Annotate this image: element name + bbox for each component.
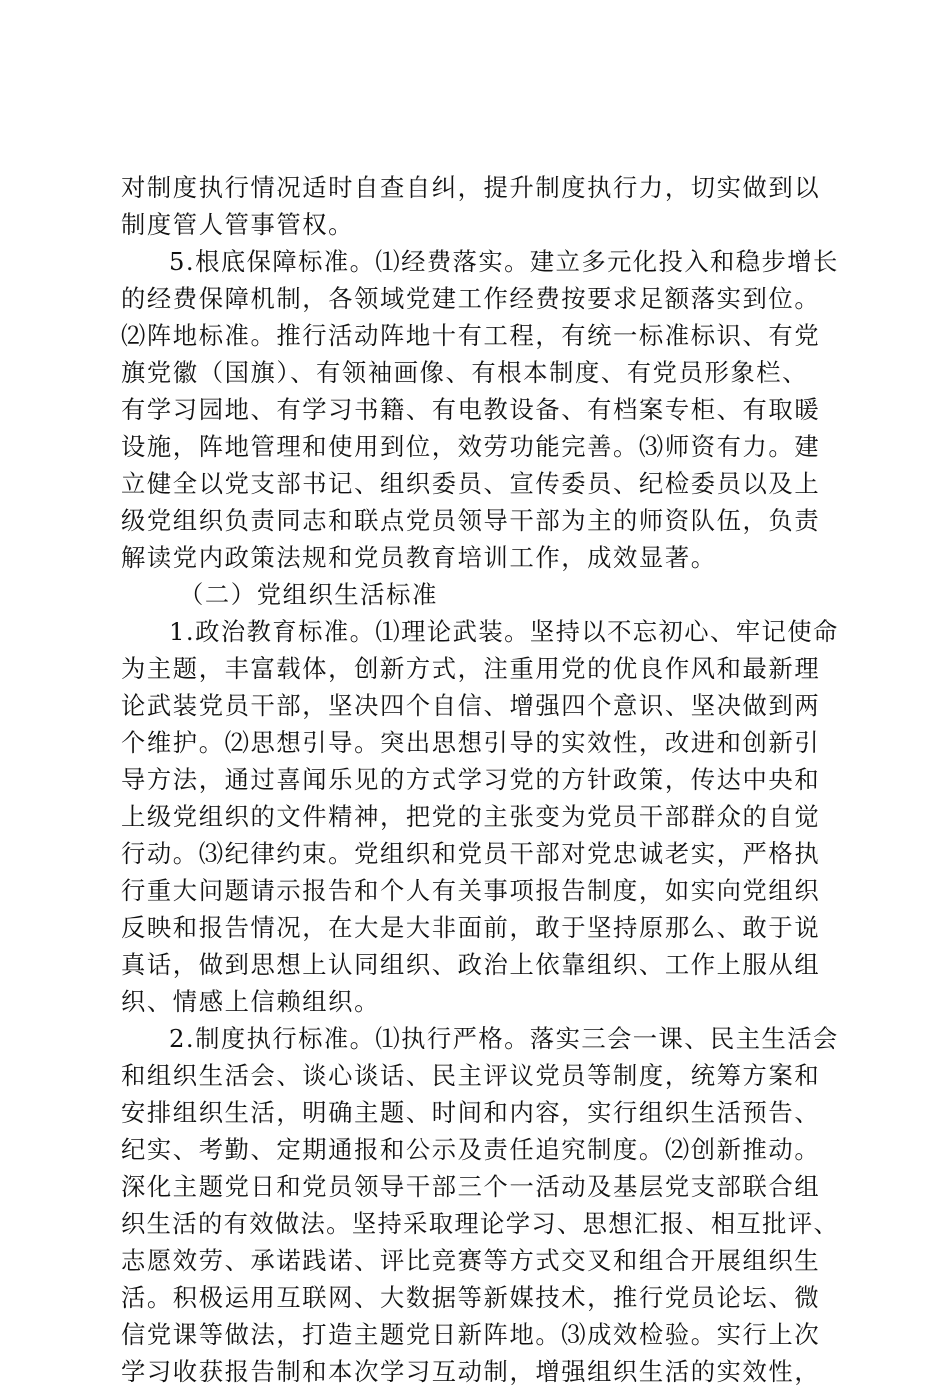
text-line: 2.制度执行标准。⑴执行严格。落实三会一课、民主生活会 bbox=[169, 1024, 839, 1053]
text-line: 制度管人管事管权。 bbox=[121, 210, 355, 239]
section-heading: （二）党组织生活标准 bbox=[179, 580, 438, 609]
text-line: 行重大问题请示报告和个人有关事项报告制度，如实向党组织 bbox=[121, 876, 821, 905]
text-line: 纪实、考勤、定期通报和公示及责任追究制度。⑵创新推动。 bbox=[121, 1135, 821, 1164]
text-line: 行动。⑶纪律约束。党组织和党员干部对党忠诚老实，严格执 bbox=[121, 839, 821, 868]
text-line: 织生活的有效做法。坚持采取理论学习、思想汇报、相互批评、 bbox=[121, 1209, 840, 1238]
text-line: ⑵阵地标准。推行活动阵地十有工程，有统一标准标识、有党 bbox=[121, 321, 821, 350]
text-line: 解读党内政策法规和党员教育培训工作，成效显著。 bbox=[121, 543, 717, 572]
text-line: 个维护。⑵思想引导。突出思想引导的实效性，改进和创新引 bbox=[121, 728, 821, 757]
text-line: 对制度执行情况适时自查自纠，提升制度执行力，切实做到以 bbox=[121, 173, 821, 202]
text-line: 和组织生活会、谈心谈话、民主评议党员等制度，统筹方案和 bbox=[121, 1061, 821, 1090]
text-line: 上级党组织的文件精神，把党的主张变为党员干部群众的自觉 bbox=[121, 802, 821, 831]
text-line: 学习收获报告制和本次学习互动制，增强组织生活的实效性， bbox=[121, 1357, 821, 1386]
document-body bbox=[121, 169, 839, 1390]
text-line: 安排组织生活，明确主题、时间和内容，实行组织生活预告、 bbox=[121, 1098, 821, 1127]
text-line: 级党组织负责同志和联点党员领导干部为主的师资队伍，负责 bbox=[121, 506, 821, 535]
text-line: 的经费保障机制，各领域党建工作经费按要求足额落实到位。 bbox=[121, 284, 821, 313]
text-line: 1.政治教育标准。⑴理论武装。坚持以不忘初心、牢记使命 bbox=[169, 617, 839, 646]
text-line: 信党课等做法，打造主题党日新阵地。⑶成效检验。实行上次 bbox=[121, 1320, 821, 1349]
text-line: 论武装党员干部，坚决四个自信、增强四个意识、坚决做到两 bbox=[121, 691, 821, 720]
text-line: 志愿效劳、承诺践诺、评比竞赛等方式交叉和组合开展组织生 bbox=[121, 1246, 821, 1275]
text-line: 为主题，丰富载体，创新方式，注重用党的优良作风和最新理 bbox=[121, 654, 821, 683]
text-line: 真话，做到思想上认同组织、政治上依靠组织、工作上服从组 bbox=[121, 950, 821, 979]
text-line: 旗党徽（国旗）、有领袖画像、有根本制度、有党员形象栏、 bbox=[121, 358, 809, 387]
text-line: 织、情感上信赖组织。 bbox=[121, 987, 380, 1016]
text-line: 设施，阵地管理和使用到位，效劳功能完善。⑶师资有力。建 bbox=[121, 432, 821, 461]
text-line: 反映和报告情况，在大是大非面前，敢于坚持原那么、敢于说 bbox=[121, 913, 821, 942]
text-line: 有学习园地、有学习书籍、有电教设备、有档案专柜、有取暖 bbox=[121, 395, 821, 424]
text-line: 深化主题党日和党员领导干部三个一活动及基层党支部联合组 bbox=[121, 1172, 821, 1201]
text-line: 导方法，通过喜闻乐见的方式学习党的方针政策，传达中央和 bbox=[121, 765, 821, 794]
text-line: 活。积极运用互联网、大数据等新媒技术，推行党员论坛、微 bbox=[121, 1283, 821, 1312]
text-line: 立健全以党支部书记、组织委员、宣传委员、纪检委员以及上 bbox=[121, 469, 821, 498]
text-line: 5.根底保障标准。⑴经费落实。建立多元化投入和稳步增长 bbox=[169, 247, 839, 276]
